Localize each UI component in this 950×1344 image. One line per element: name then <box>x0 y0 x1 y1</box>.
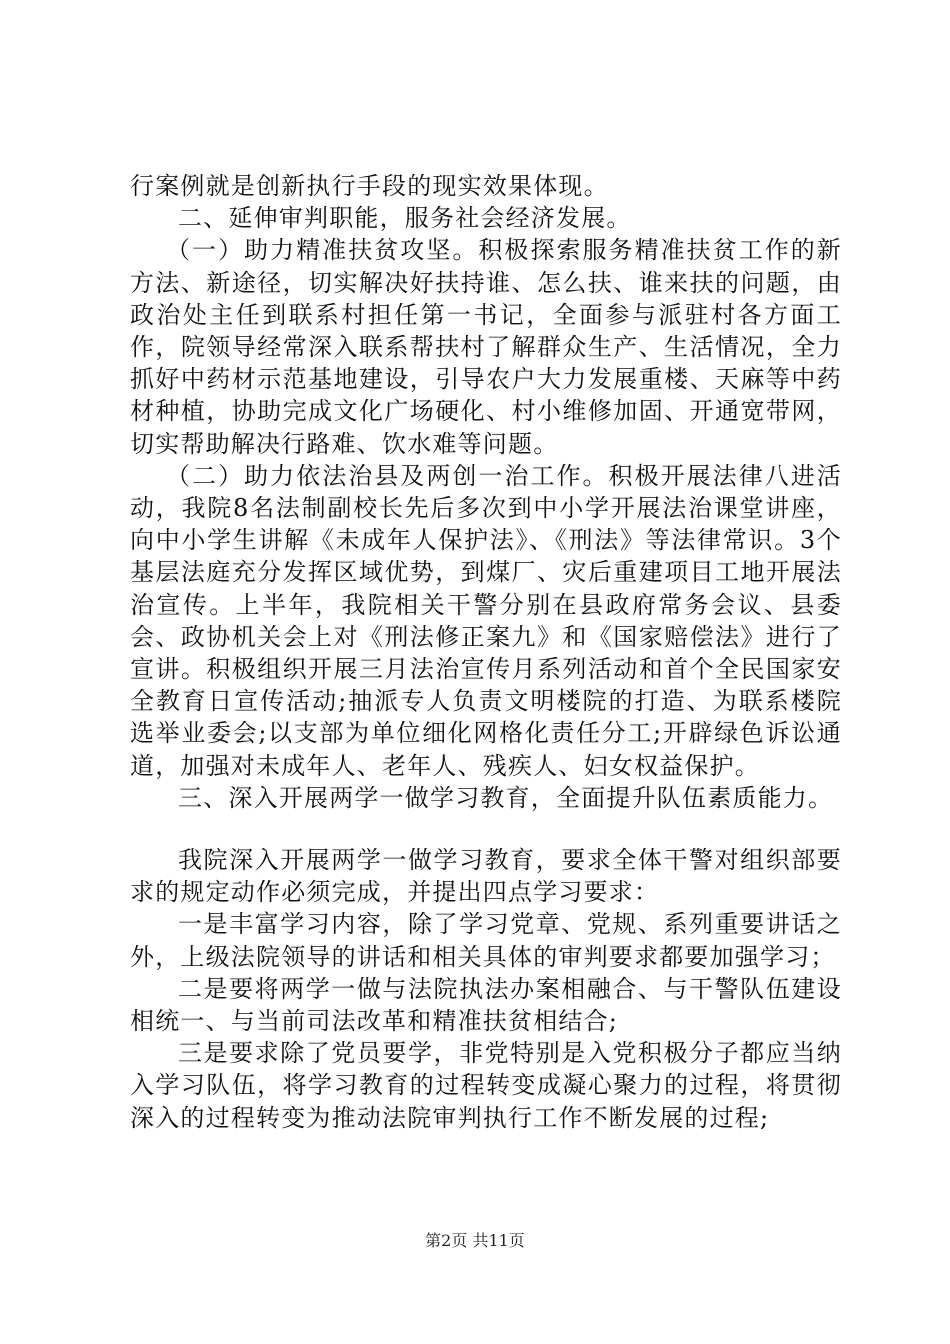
paragraph-requirement-3: 三是要求除了党员要学，非党特别是入党积极分子都应当纳入学习队伍，将学习教育的过程转变成凝心聚力的过程，将贯彻深入的过程转变为推动法院审判执行工作不断发展的过程; <box>130 1039 842 1132</box>
paragraph-continuation: 行案例就是创新执行手段的现实效果体现。 <box>130 172 609 200</box>
document-body <box>130 170 842 1134</box>
page-number-footer: 第2页 共11页 <box>425 1231 525 1250</box>
section-heading-2: 二、延伸审判职能，服务社会经济发展。 <box>178 204 632 233</box>
section-heading-3: 三、深入开展两学一做学习教育，全面提升队伍素质能力。 <box>178 783 834 812</box>
paragraph-rule-of-law: （二）助力依法治县及两创一治工作。积极开展法律八进活动，我院8名法制副校长先后多次到中小学开展法治课堂讲座，向中小学生讲解《未成年人保护法》、《刑法》等法律常识。3个基层法庭充分发挥区域优势，到煤厂、灾后重建项目工地开展法治宣传。上半年，我院相关干警分别在县政府常务会议、县委会、政协机关会上对《刑法修正案九》和《国家赔偿法》进行了宣讲。积极组织开展三月法治宣传月系列活动和首个全民国家安全教育日宣传活动;抽派专人负责文明楼院的打造、为联系楼院选举业委会;以支部为单位细化网格化责任分工;开辟绿色诉讼通道，加强对未成年人、老年人、残疾人、妇女权益保护。 <box>130 461 842 780</box>
blank-line <box>130 814 842 844</box>
paragraph-requirement-2: 二是要将两学一做与法院执法办案相融合、与干警队伍建设相统一、与当前司法改革和精准扶贫相结合; <box>130 974 842 1036</box>
paragraph-study-education: 我院深入开展两学一做学习教育，要求全体干警对组织部要求的规定动作必须完成，并提出四点学习要求： <box>130 846 842 907</box>
paragraph-requirement-1: 一是丰富学习内容，除了学习党章、党规、系列重要讲话之外，上级法院领导的讲话和相关具体的审判要求都要加强学习； <box>130 910 842 971</box>
paragraph-poverty-alleviation: （一）助力精准扶贫攻坚。积极探索服务精准扶贫工作的新方法、新途径，切实解决好扶持谁、怎么扶、谁来扶的问题，由政治处主任到联系村担任第一书记，全面参与派驻村各方面工作，院领导经常深入联系帮扶村了解群众生产、生活情况，全力抓好中药材示范基地建设，引导农户大力发展重楼、天麻等中药材种植，协助完成文化广场硬化、村小维修加固、开通宽带网，切实帮助解决行路难、饮水难等问题。 <box>130 236 842 458</box>
